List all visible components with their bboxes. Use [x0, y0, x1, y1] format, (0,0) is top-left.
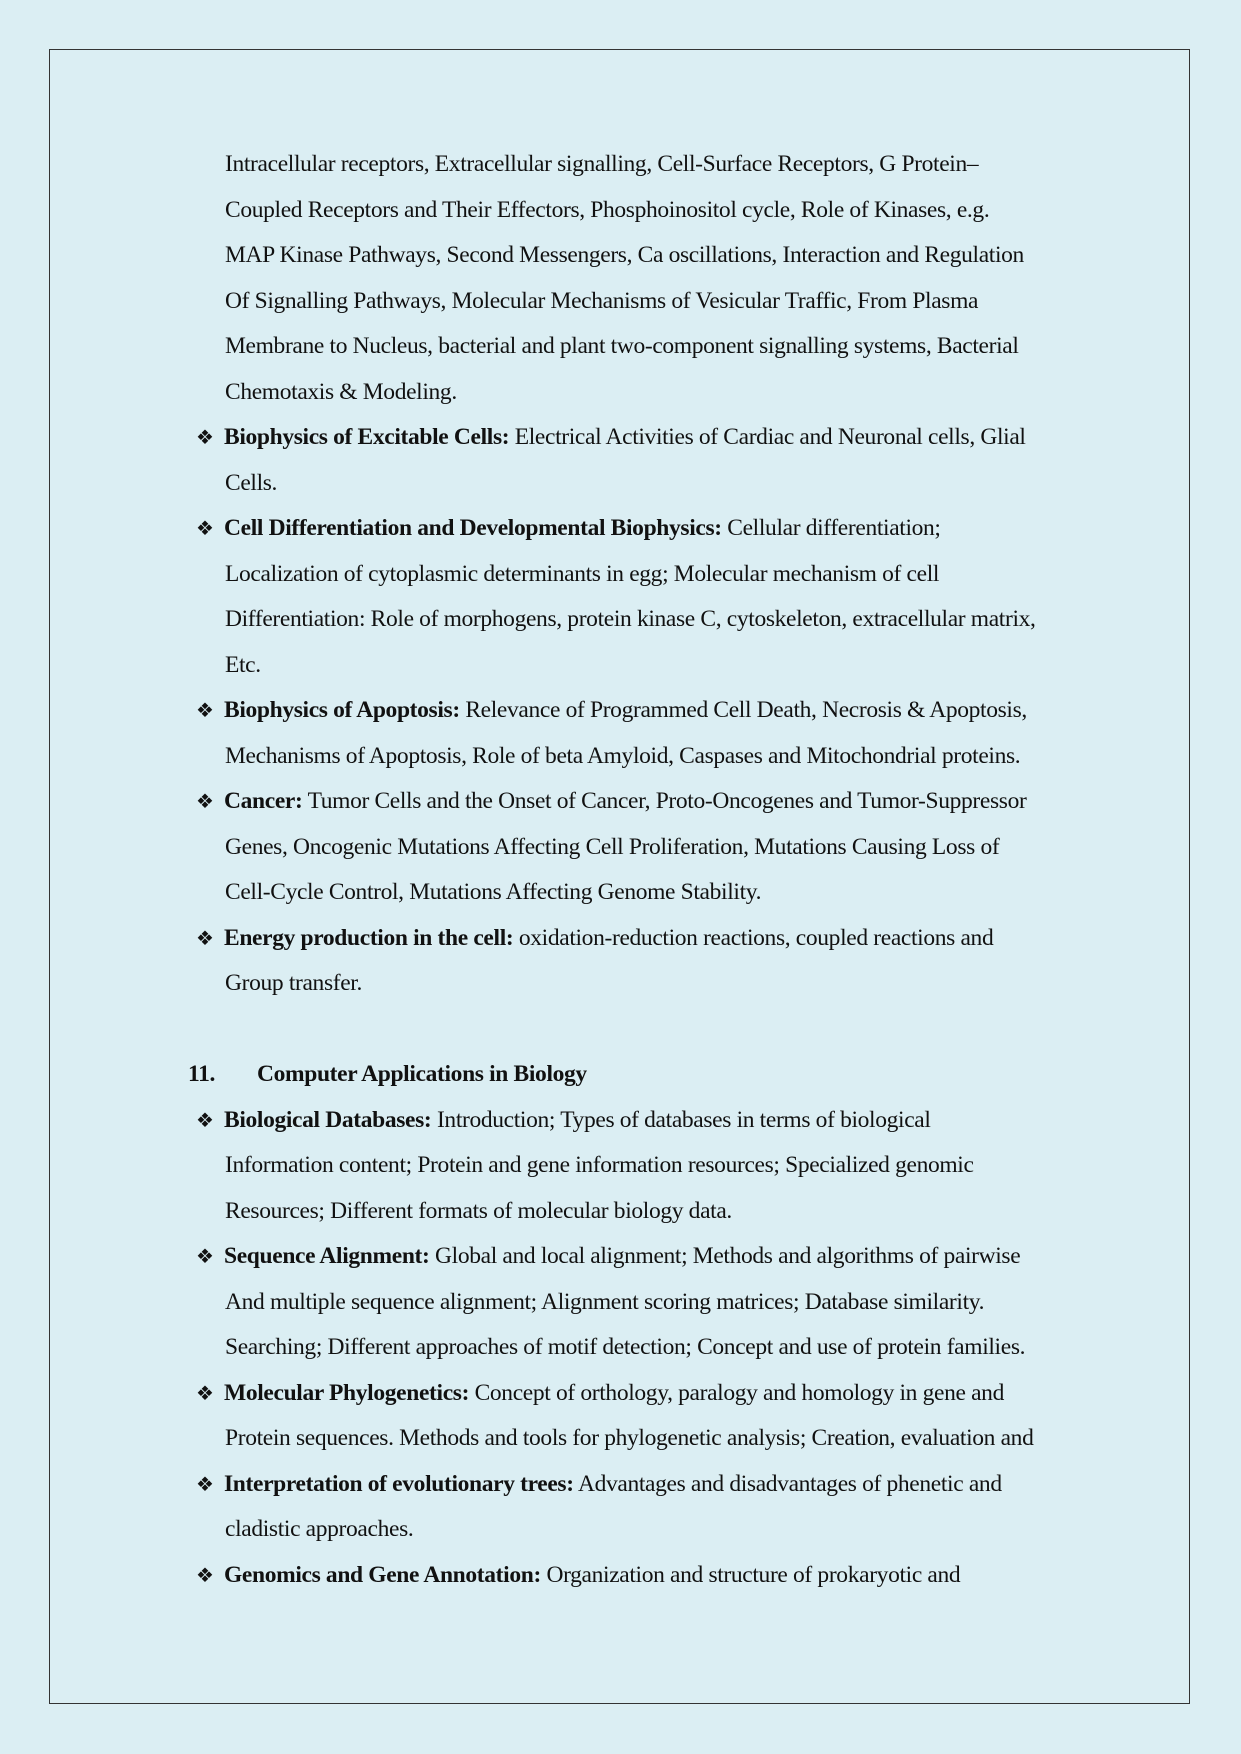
diamond-bullet-icon: ❖ — [196, 1244, 214, 1268]
text-line: Information content; Protein and gene information resources; Specialized genomic — [225, 1152, 974, 1178]
diamond-bullet-icon: ❖ — [196, 425, 214, 449]
bullet-text: Tumor Cells and the Onset of Cancer, Proto-Oncogenes and Tumor-Suppressor — [302, 788, 1027, 814]
text-line: Group transfer. — [225, 970, 363, 996]
bullet-term: Interpretation of evolutionary trees: — [224, 1470, 574, 1497]
bullet-item — [0, 1462, 1241, 1553]
bullet-term: Molecular Phylogenetics: — [224, 1379, 470, 1406]
bullet-item — [0, 506, 1241, 688]
bullet-item — [0, 688, 1241, 779]
text-line: Differentiation: Role of morphogens, protein kinase C, cytoskeleton, extracellular matrix, — [225, 606, 1036, 632]
text-line: Chemotaxis & Modeling. — [225, 378, 457, 405]
text-line: Cell-Cycle Control, Mutations Affecting Genome Stability. — [225, 879, 762, 905]
text-line: Of Signalling Pathways, Molecular Mechanisms of Vesicular Traffic, From Plasma — [225, 287, 979, 314]
bullet-item — [0, 779, 1241, 916]
diamond-bullet-icon: ❖ — [196, 1471, 214, 1496]
bullet-text: Cellular differentiation; — [721, 515, 941, 541]
bullet-term: Sequence Alignment: — [224, 1243, 430, 1269]
text-line: Intracellular receptors, Extracellular signalling, Cell-Surface Receptors, G Protein– — [225, 151, 979, 177]
text-line: Resources; Different formats of molecular biology data. — [225, 1197, 732, 1224]
text-line: MAP Kinase Pathways, Second Messengers, Ca oscillations, Interaction and Regulation — [225, 242, 1024, 268]
bullet-text: Advantages and disadvantages of phenetic and — [573, 1470, 1002, 1497]
text-line: Localization of cytoplasmic determinants in egg; Molecular mechanism of cell — [225, 560, 940, 587]
section-number: 11. — [188, 1061, 216, 1087]
bullet-term: Energy production in the cell: — [224, 924, 514, 951]
text-line: cladistic approaches. — [225, 1516, 414, 1542]
diamond-bullet-icon: ❖ — [196, 1562, 214, 1587]
bullet-term: Cell Differentiation and Developmental Biophysics: — [224, 515, 722, 541]
bullet-item — [0, 1371, 1241, 1462]
text-line: Genes, Oncogenic Mutations Affecting Cell Proliferation, Mutations Causing Loss of — [225, 833, 1000, 860]
section-spacer — [0, 1007, 1241, 1053]
text-line: Etc. — [225, 651, 261, 678]
text-line: Cells. — [225, 469, 278, 496]
section-title: Computer Applications in Biology — [257, 1061, 587, 1087]
bullet-term: Cancer: — [224, 788, 303, 814]
bullet-term: Genomics and Gene Annotation: — [224, 1561, 541, 1588]
bullet-item — [0, 1234, 1241, 1371]
bullet-text: Relevance of Programmed Cell Death, Necrosis & Apoptosis, — [459, 697, 1027, 723]
text-line: Membrane to Nucleus, bacterial and plant two-component signalling systems, Bacterial — [225, 333, 1019, 359]
text-line: And multiple sequence alignment; Alignment scoring matrices; Database similarity. — [225, 1288, 985, 1315]
bullet-text: Introduction; Types of databases in terms of biological — [431, 1106, 931, 1133]
bullet-term: Biophysics of Excitable Cells: — [224, 424, 510, 450]
bullet-text: Electrical Activities of Cardiac and Neuronal cells, Glial — [509, 424, 1026, 450]
intro-paragraph — [0, 142, 1241, 415]
diamond-bullet-icon: ❖ — [196, 1107, 214, 1132]
text-line: Mechanisms of Apoptosis, Role of beta Amyloid, Caspases and Mitochondrial proteins. — [225, 742, 1021, 769]
bullet-term: Biophysics of Apoptosis: — [224, 697, 460, 723]
section-heading — [0, 1052, 1241, 1098]
bullet-text: Organization and structure of prokaryotic and — [540, 1561, 961, 1588]
diamond-bullet-icon: ❖ — [196, 925, 214, 950]
diamond-bullet-icon: ❖ — [196, 789, 214, 813]
diamond-bullet-icon: ❖ — [196, 516, 214, 540]
text-line: Coupled Receptors and Their Effectors, Phosphoinositol cycle, Role of Kinases, e.g. — [225, 196, 990, 223]
bullet-text: Concept of orthology, paralogy and homology in gene and — [469, 1379, 1004, 1406]
text-line: Searching; Different approaches of motif detection; Concept and use of protein families. — [225, 1334, 1026, 1360]
text-line: Protein sequences. Methods and tools for phylogenetic analysis; Creation, evaluation and — [225, 1425, 1034, 1451]
diamond-bullet-icon: ❖ — [196, 1380, 214, 1405]
bullet-text: oxidation-reduction reactions, coupled reactions and — [513, 924, 994, 951]
bullet-term: Biological Databases: — [224, 1106, 432, 1133]
bullet-text: Global and local alignment; Methods and algorithms of pairwise — [429, 1243, 1021, 1269]
bullet-item — [0, 1098, 1241, 1235]
bullet-item — [0, 415, 1241, 506]
bullet-item — [0, 916, 1241, 1007]
diamond-bullet-icon: ❖ — [196, 698, 214, 722]
document-body — [0, 142, 1241, 1598]
bullet-item — [0, 1553, 1241, 1599]
